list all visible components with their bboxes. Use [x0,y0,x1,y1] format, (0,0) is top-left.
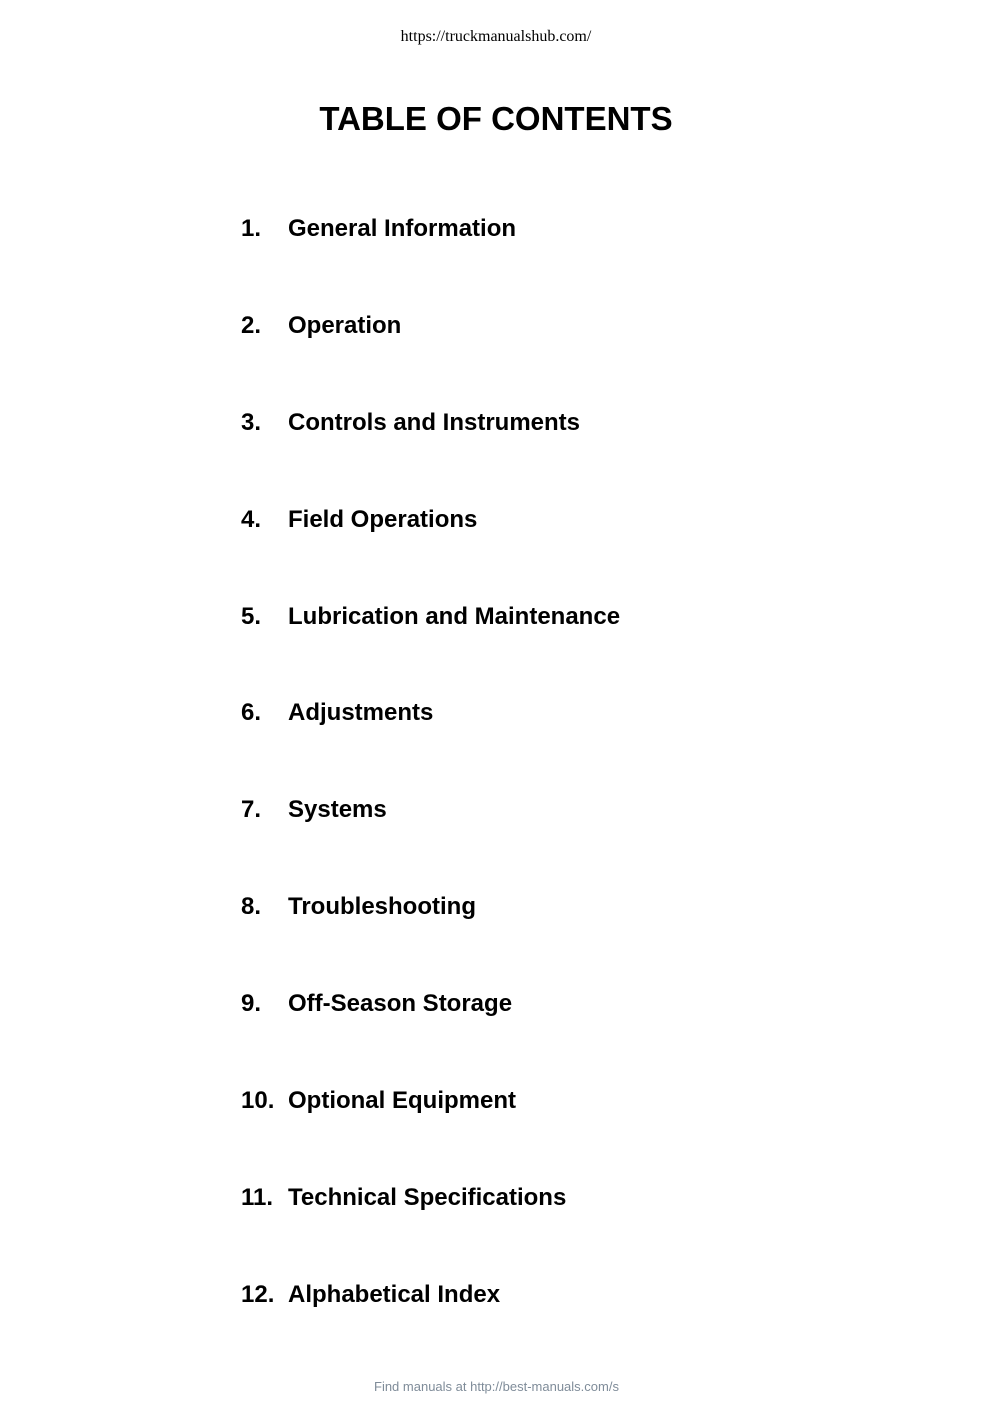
toc-number: 6. [241,699,262,727]
toc-number: 8. [241,893,262,921]
toc-title: Off-Season Storage [288,990,513,1018]
toc-list [241,211,620,1374]
toc-title: General Information [288,215,517,242]
footer-link[interactable]: Find manuals at http://best-manuals.com/s [374,1379,619,1394]
toc-number: 10. [241,1087,275,1115]
toc-title: Technical Specifications [288,1183,567,1211]
toc-item-lubrication-and-maintenance[interactable] [241,599,620,696]
toc-item-operation[interactable] [241,308,620,405]
toc-number: 3. [241,408,262,436]
toc-number: 1. [241,215,262,242]
toc-number: 5. [241,602,262,630]
toc-title: Field Operations [288,505,478,533]
toc-item-technical-specifications[interactable] [241,1180,620,1277]
toc-item-general-information[interactable] [241,211,620,308]
toc-number: 4. [241,505,262,533]
toc-number: 11. [241,1183,274,1211]
toc-title: Optional Equipment [288,1087,516,1115]
page-title: TABLE OF CONTENTS [319,100,673,137]
toc-number: 2. [241,311,262,339]
toc-item-off-season-storage[interactable] [241,986,620,1083]
toc-title: Controls and Instruments [288,408,581,436]
toc-item-adjustments[interactable] [241,695,620,792]
toc-item-optional-equipment[interactable] [241,1083,620,1180]
toc-number: 12. [241,1280,275,1308]
toc-number: 7. [241,796,262,824]
toc-title: Systems [288,796,387,824]
toc-number: 9. [241,990,262,1018]
header-url: https://truckmanualshub.com/ [400,28,592,45]
toc-title: Operation [288,311,402,339]
toc-item-troubleshooting[interactable] [241,889,620,986]
toc-title: Adjustments [288,699,434,727]
toc-title: Troubleshooting [288,893,476,921]
toc-title: Lubrication and Maintenance [288,602,621,630]
toc-item-systems[interactable] [241,792,620,889]
toc-item-field-operations[interactable] [241,502,620,599]
toc-item-controls-and-instruments[interactable] [241,405,620,502]
toc-title: Alphabetical Index [288,1280,501,1308]
toc-item-alphabetical-index[interactable] [241,1277,620,1374]
